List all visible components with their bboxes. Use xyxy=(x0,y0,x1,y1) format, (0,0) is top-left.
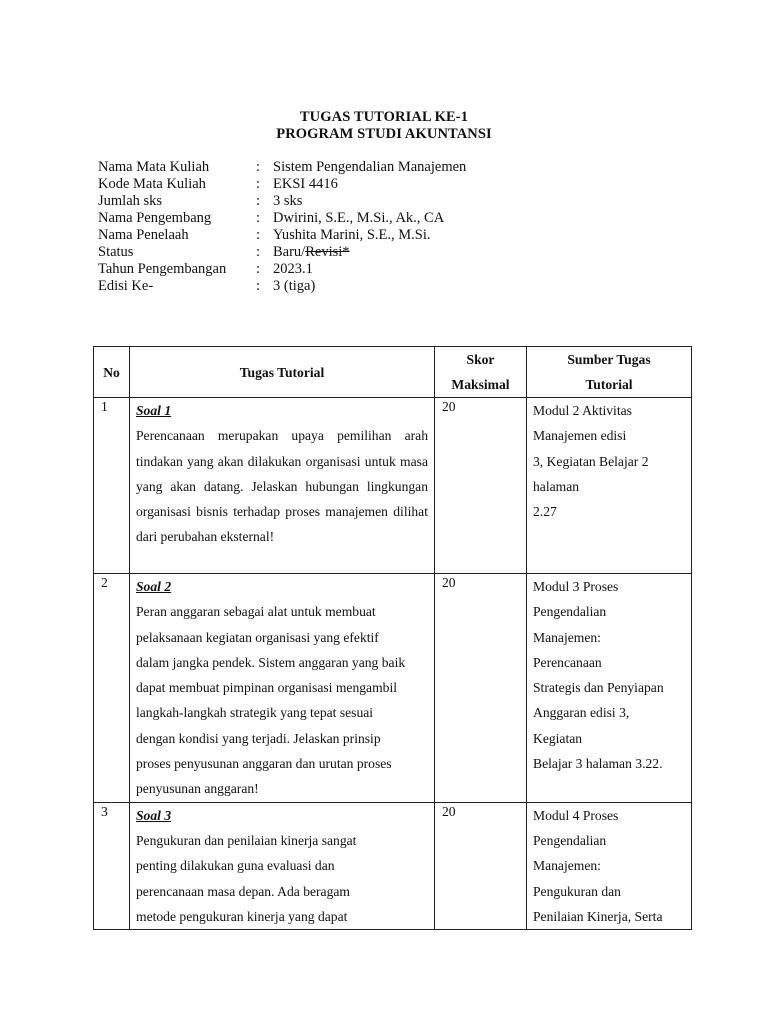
source-line: halaman xyxy=(533,478,580,494)
header-source-line1: Sumber Tugas xyxy=(567,352,651,367)
meta-value: EKSI 4416 xyxy=(273,176,338,192)
source-line: Perencanaan xyxy=(533,654,602,670)
source-cell xyxy=(527,802,692,929)
meta-label: Edisi Ke- xyxy=(98,278,154,294)
table-header-row xyxy=(94,347,692,398)
soal-title: Soal 2 xyxy=(136,579,172,594)
meta-value: Dwirini, S.E., M.Si., Ak., CA xyxy=(273,210,445,226)
source-line: Anggaran edisi 3, xyxy=(533,705,630,721)
program-title: PROGRAM STUDI AKUNTANSI xyxy=(276,126,492,142)
tutorial-table xyxy=(93,346,692,930)
source-line: 3, Kegiatan Belajar 2 xyxy=(533,453,649,469)
meta-label: Kode Mata Kuliah xyxy=(98,176,206,192)
meta-separator: : xyxy=(256,193,261,209)
header-skor-line2: Maksimal xyxy=(451,377,510,392)
row-number: 3 xyxy=(94,802,130,929)
header-no: No xyxy=(94,347,130,398)
source-line: Manajemen edisi xyxy=(533,428,627,444)
max-score: 20 xyxy=(435,574,527,803)
table-row xyxy=(94,398,692,574)
max-score: 20 xyxy=(435,802,527,929)
meta-label: Jumlah sks xyxy=(98,193,163,209)
task-text: Pengukuran dan penilaian kinerja sangat penting dilakukan guna evaluasi dan perencanaan masa depan. Ada beragam metode pengukuran kinerja yang dapat xyxy=(136,832,357,924)
source-cell xyxy=(527,398,692,574)
header-task: Tugas Tutorial xyxy=(130,347,435,398)
source-line: Modul 4 Proses xyxy=(533,807,619,823)
meta-separator: : xyxy=(256,261,261,277)
meta-separator: : xyxy=(256,227,261,243)
source-line: Manajemen: xyxy=(533,629,601,645)
source-cell xyxy=(527,574,692,803)
source-line: Modul 3 Proses xyxy=(533,579,619,594)
meta-label: Nama Mata Kuliah xyxy=(98,159,210,175)
header-skor xyxy=(435,347,527,398)
status-current: Baru/ xyxy=(273,244,306,260)
meta-value: 3 (tiga) xyxy=(273,278,316,294)
source-line: Modul 2 Aktivitas xyxy=(533,403,632,418)
task-text: Perencanaan merupakan upaya pemilihan arah tindakan yang akan dilakukan organisasi untuk masa yang akan datang. Jelaskan hubungan lingkungan organisasi bisnis terhadap proses manajemen dilihat dari perubahan eksternal! xyxy=(136,428,428,545)
meta-separator: : xyxy=(256,159,261,175)
task-cell xyxy=(130,574,435,803)
meta-label: Nama Pengembang xyxy=(98,210,212,226)
source-line: Pengendalian xyxy=(533,832,607,848)
row-number: 1 xyxy=(94,398,130,574)
meta-separator: : xyxy=(256,278,261,294)
task-cell xyxy=(130,802,435,929)
meta-label: Status xyxy=(98,244,134,260)
table-row xyxy=(94,802,692,929)
soal-title: Soal 1 xyxy=(136,403,172,418)
source-line: Penilaian Kinerja, Serta xyxy=(533,908,663,924)
status-struck: Revisi* xyxy=(305,244,350,260)
document-title: TUGAS TUTORIAL KE-1 xyxy=(299,109,469,125)
meta-separator: : xyxy=(256,210,261,226)
max-score: 20 xyxy=(435,398,527,574)
soal-title: Soal 3 xyxy=(136,807,172,823)
meta-separator: : xyxy=(256,176,261,192)
header-source xyxy=(527,347,692,398)
source-line: Manajemen: xyxy=(533,858,601,874)
task-cell xyxy=(130,398,435,574)
meta-label: Tahun Pengembangan xyxy=(98,261,227,277)
header-skor-line1: Skor xyxy=(466,352,495,367)
source-line: Belajar 3 halaman 3.22. xyxy=(533,756,663,772)
status-value xyxy=(273,244,350,261)
source-line: Pengendalian xyxy=(533,604,607,620)
header-source-line2: Tutorial xyxy=(585,377,633,392)
meta-value: 3 sks xyxy=(273,193,303,209)
table-row xyxy=(94,574,692,803)
meta-separator: : xyxy=(256,244,261,260)
source-line: Kegiatan xyxy=(533,730,583,746)
meta-value: 2023.1 xyxy=(273,261,313,277)
source-line: Pengukuran dan xyxy=(533,883,621,899)
meta-value: Yushita Marini, S.E., M.Si. xyxy=(273,227,431,243)
task-text: Peran anggaran sebagai alat untuk membuat pelaksanaan kegiatan organisasi yang efektif dalam jangka pendek. Sistem anggaran yang baik dapat membuat pimpinan organisasi mengambil langkah-langkah strategik yang tepat sesuai dengan kondisi yang terjadi. Jelaskan prinsip proses penyusunan anggaran dan urutan proses penyusunan anggaran! xyxy=(136,604,406,797)
source-line: Strategis dan Penyiapan xyxy=(533,680,664,696)
row-number: 2 xyxy=(94,574,130,803)
source-line: 2.27 xyxy=(533,504,557,520)
meta-label: Nama Penelaah xyxy=(98,227,189,243)
meta-value: Sistem Pengendalian Manajemen xyxy=(273,159,467,175)
